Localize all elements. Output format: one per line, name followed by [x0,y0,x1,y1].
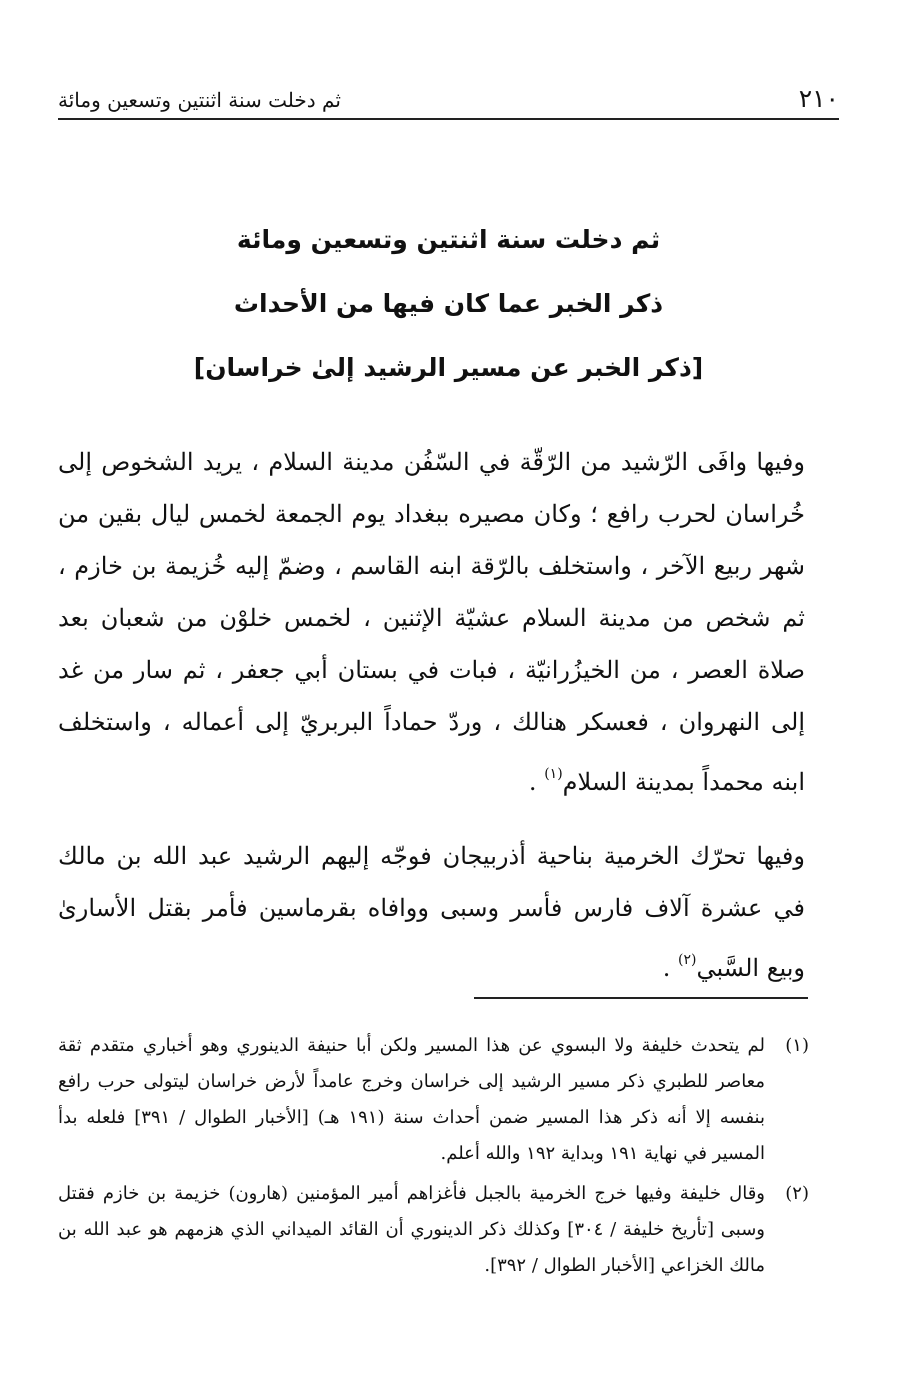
chapter-headings [60,215,837,407]
paragraph [58,436,805,808]
footnote-text: لم يتحدث خليفة ولا البسوي عن هذا المسير ولكن أبا حنيفة الدينوري وهو أخباري متقدم ثقة معاصر للطبري ذكر مسير الرشيد إلى خراسان وخرج عامداً لأرض خراسان ليتولى حرب رافع بنفسه إلا أنه ذكر هذا المسير ضمن أحداث سنة (١٩١ هـ) [الأخبار الطوال / ٣٩١] فلعله بدأ المسير في نهاية ١٩١ وبداية ١٩٢ والله أعلم. [58,1035,765,1164]
paragraph-text: وفيها تحرّك الخرمية بناحية أذربيجان فوجّه إليهم الرشيد عبد الله بن مالك في عشرة آلاف فارس فأسر وسبى ووافاه بقرماسين فأمر بقتل الأسارىٰ وبيع السَّبي [58,842,805,982]
footnotes [58,1028,809,1288]
footnote-marker: (١) [785,1035,809,1056]
paragraph-text: وفيها وافَى الرّشيد من الرّقّة في السّفُن مدينة السلام ، يريد الشخوص إلى خُراسان لحرب رافع ؛ وكان مصيره ببغداد يوم الجمعة لخمس ليال بقين من شهر ربيع الآخر ، واستخلف بالرّقة ابنه القاسم ، وضمّ إليه خُزيمة بن خازم ، ثم شخص من مدينة السلام عشيّة الإثنين ، لخمس خلوْن من شعبان بعد صلاة العصر ، من الخيزُرانيّة ، فبات في بستان أبي جعفر ، ثم سار من غد إلى النهروان ، فعسكر هنالك ، وردّ حماداً البربريّ إلى أعماله ، واستخلف ابنه محمداً بمدينة السلام [58,448,805,796]
body-text [58,436,805,1016]
subsection-title: [ذكر الخبر عن مسير الرشيد إلىٰ خراسان] [193,353,704,382]
paragraph-end: . [662,954,678,982]
paragraph [58,830,805,994]
running-header [58,80,839,120]
footnote [58,1028,809,1172]
section-title: ذكر الخبر عما كان فيها من الأحداث [233,289,664,318]
chapter-title: ثم دخلت سنة اثنتين وتسعين ومائة [236,225,661,254]
paragraph-end: . [528,768,545,796]
footnote [58,1176,809,1284]
footnote-marker: (٢) [785,1183,809,1204]
footnote-reference[interactable]: (١) [544,766,563,782]
page-number: ٢١٠ [798,84,839,113]
footnote-separator [474,997,808,999]
footnote-reference[interactable]: (٢) [677,952,697,968]
running-title: ثم دخلت سنة اثنتين وتسعين ومائة [58,88,341,112]
footnote-text: وقال خليفة وفيها خرج الخرمية بالجبل فأغزاهم أمير المؤمنين (هارون) خزيمة بن خازم فقتل وسبى [تأريخ خليفة / ٣٠٤] وكذلك ذكر الدينوري أن القائد الميداني الذي هزمهم هو عبد الله بن مالك الخزاعي [الأخبار الطوال / ٣٩٢]. [58,1183,765,1276]
